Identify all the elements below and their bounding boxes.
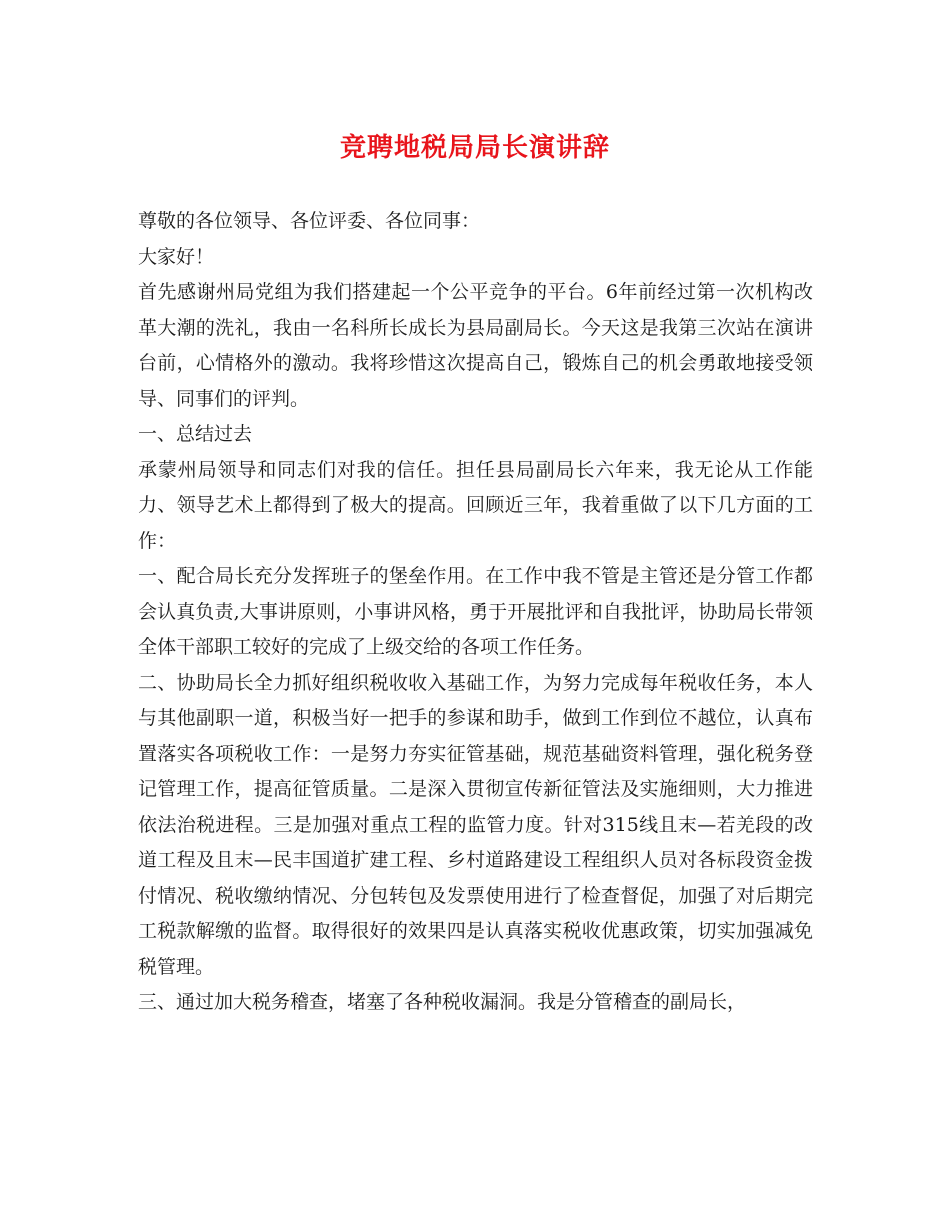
document-body — [138, 204, 813, 1021]
paragraph-intro: 首先感谢州局党组为我们搭建起一个公平竞争的平台。6年前经过第一次机构改革大潮的洗礼，我由一名科所长成长为县局副局长。今天这是我第三次站在演讲台前，心情格外的激动。我将珍惜这次提高自己，锻炼自己的机会勇敢地接受领导、同事们的评判。 — [138, 281, 813, 410]
paragraph-item-2: 二、协助局长全力抓好组织税收收入基础工作，为努力完成每年税收任务，本人与其他副职一道，积极当好一把手的参谋和助手，做到工作到位不越位，认真布置落实各项税收工作：一是努力夯实征管基础，规范基础资料管理，强化税务登记管理工作，提高征管质量。二是深入贯彻宣传新征管法及实施细则，大力推进依法治税进程。三是加强对重点工程的监管力度。针对315线且末—若羌段的改道工程及且末—民丰国道扩建工程、乡村道路建设工程组织人员对各标段资金拨付情况、税收缴纳情况、分包转包及发票使用进行了检查督促，加强了对后期完工税款解缴的监督。取得很好的效果四是认真落实税收优惠政策，切实加强减免税管理。 — [138, 671, 813, 978]
salutation: 尊敬的各位领导、各位评委、各位同事： — [138, 210, 481, 232]
document-title: 竞聘地税局局长演讲辞 — [339, 133, 610, 163]
greeting: 大家好！ — [138, 245, 215, 268]
section-heading-review: 一、总结过去 — [138, 423, 253, 445]
paragraph-item-1: 一、配合局长充分发挥班子的堡垒作用。在工作中我不管是主管还是分管工作都会认真负责,大事讲原则，小事讲风格，勇于开展批评和自我批评，协助局长带领全体干部职工较好的完成了上级交给的各项工作任务。 — [138, 565, 813, 658]
paragraph-review: 承蒙州局领导和同志们对我的信任。担任县局副局长六年来，我无论从工作能力、领导艺术上都得到了极大的提高。回顾近三年，我着重做了以下几方面的工作： — [138, 458, 813, 552]
paragraph-item-3: 三、通过加大税务稽查，堵塞了各种税收漏洞。我是分管稽查的副局长， — [138, 991, 747, 1013]
